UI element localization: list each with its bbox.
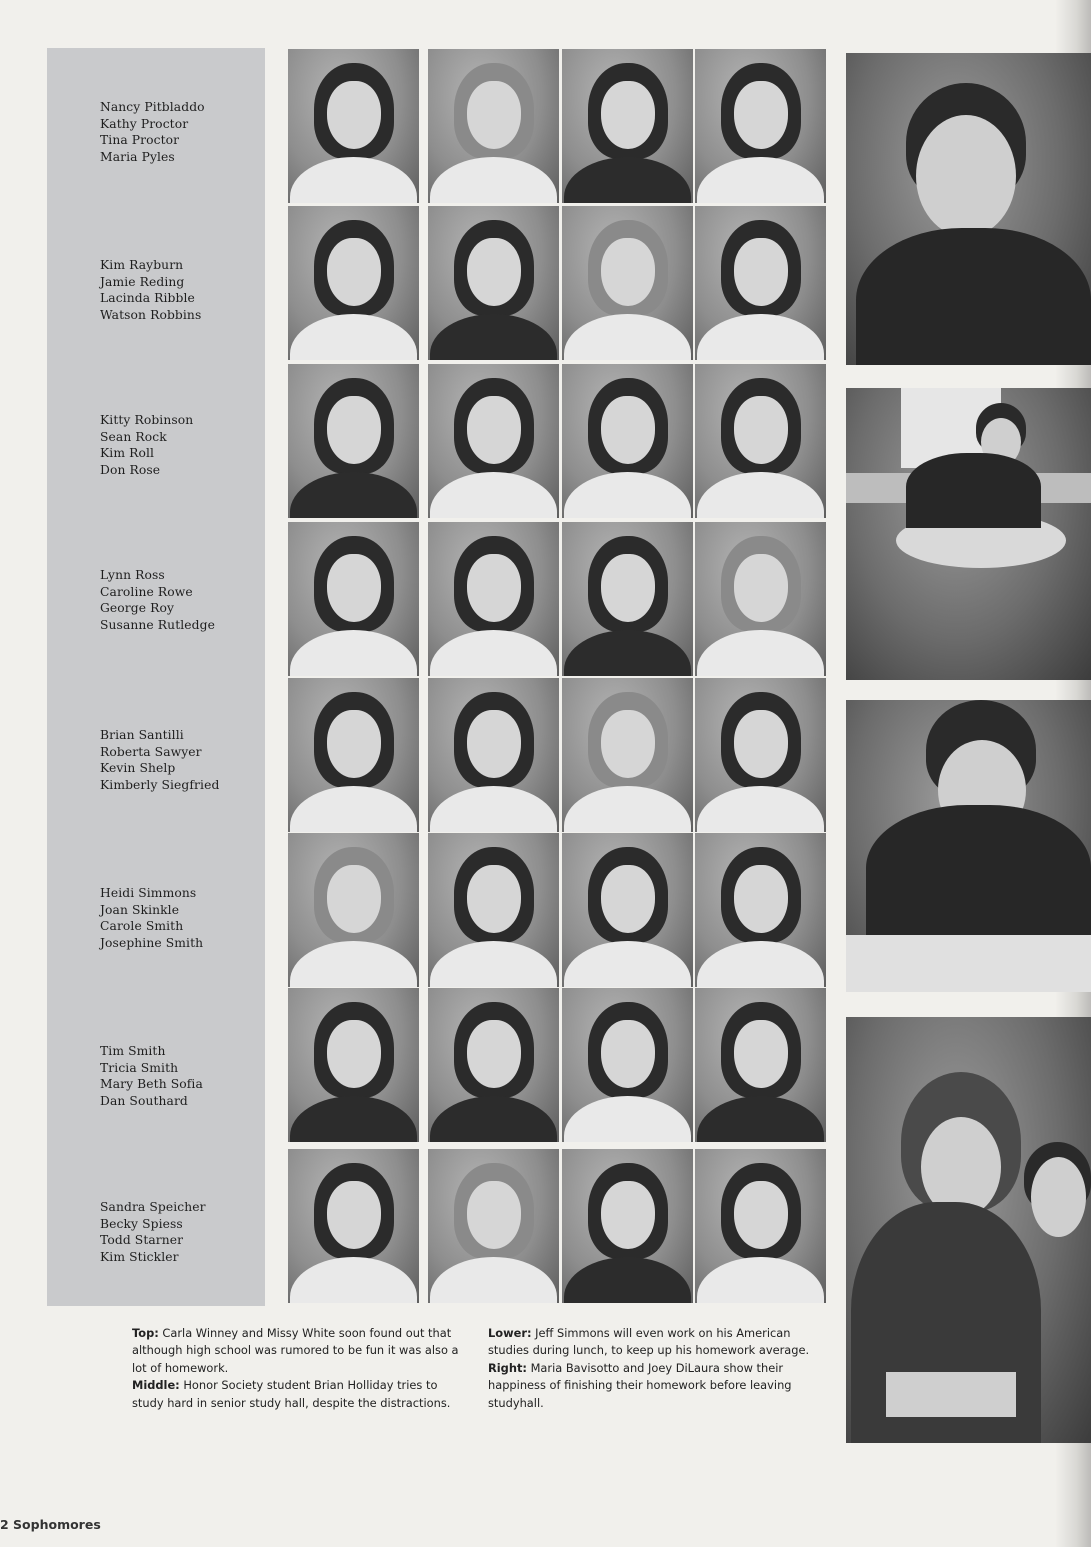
caption-right-photo (488, 1360, 824, 1412)
student-portrait (695, 522, 826, 676)
caption-text: Maria Bavisotto and Joey DiLaura show their happiness of finishing their homework before leaving studyhall. (488, 1360, 792, 1410)
student-name: Sandra Speicher (100, 1200, 206, 1214)
student-portrait (695, 1149, 826, 1303)
candid-photo-lower (846, 700, 1091, 992)
name-group-4 (100, 567, 260, 634)
name-group-7 (100, 1043, 260, 1110)
student-portrait (562, 49, 693, 203)
student-portrait (562, 833, 693, 987)
student-portrait (562, 364, 693, 518)
caption-middle (132, 1377, 466, 1412)
student-name: Heidi Simmons (100, 886, 197, 900)
student-portrait (695, 833, 826, 987)
name-group-5 (100, 727, 260, 794)
student-name: Kim Stickler (100, 1250, 179, 1265)
student-portrait (288, 833, 419, 987)
student-name: Lacinda Ribble (100, 291, 195, 306)
student-name: Dan Southard (100, 1094, 188, 1109)
student-name: Watson Robbins (100, 308, 202, 323)
student-portrait (428, 678, 559, 832)
name-group-2 (100, 257, 260, 324)
student-name: Sean Rock (100, 429, 167, 444)
page-folio: 2 Sophomores (0, 1517, 101, 1532)
caption-top (132, 1325, 466, 1377)
student-portrait (695, 678, 826, 832)
student-name: Jamie Reding (100, 274, 185, 289)
student-portrait (428, 49, 559, 203)
student-portrait (428, 364, 559, 518)
student-name: Don Rose (100, 463, 161, 478)
student-name: Kathy Proctor (100, 116, 189, 131)
student-portrait (428, 833, 559, 987)
candid-photo-right (846, 1017, 1091, 1443)
name-group-3 (100, 412, 260, 479)
student-portrait (695, 364, 826, 518)
student-name: Kim Rayburn (100, 258, 184, 272)
caption-label: Top: (132, 1326, 159, 1340)
student-portrait (428, 988, 559, 1142)
name-group-1 (100, 99, 260, 166)
student-portrait (288, 678, 419, 832)
student-portrait (288, 364, 419, 518)
student-portrait (562, 988, 693, 1142)
student-name: Mary Beth Sofia (100, 1077, 203, 1092)
caption-text: Carla Winney and Missy White soon found out that although high school was rumored to be fun it was also a lot of homework. (132, 1326, 459, 1375)
student-name: Tim Smith (100, 1044, 166, 1058)
student-portrait (428, 206, 559, 360)
student-name: Becky Spiess (100, 1216, 183, 1231)
student-name: Tina Proctor (100, 133, 180, 148)
student-name: Brian Santilli (100, 728, 184, 742)
student-name: Carole Smith (100, 919, 184, 934)
student-portrait (288, 49, 419, 203)
caption-text: Honor Society student Brian Holliday tries to study hard in senior study hall, despite the distractions. (132, 1378, 451, 1410)
student-portrait (428, 1149, 559, 1303)
name-panel (47, 48, 265, 1306)
student-name: Kevin Shelp (100, 761, 176, 776)
student-portrait (288, 988, 419, 1142)
student-portrait (428, 522, 559, 676)
student-name: Nancy Pitbladdo (100, 100, 205, 114)
student-name: Kim Roll (100, 446, 155, 461)
student-portrait (562, 206, 693, 360)
caption-text: Jeff Simmons will even work on his American studies during lunch, to keep up his homework average. (488, 1326, 810, 1358)
student-portrait (562, 522, 693, 676)
caption-label: Middle: (132, 1378, 180, 1393)
caption-right (488, 1325, 824, 1412)
student-portrait (562, 678, 693, 832)
name-group-6 (100, 885, 260, 952)
candid-photo-middle (846, 388, 1091, 680)
student-name: Todd Starner (100, 1233, 184, 1248)
name-group-8 (100, 1199, 260, 1266)
caption-label: Lower: (488, 1326, 532, 1340)
student-portrait (562, 1149, 693, 1303)
student-name: Caroline Rowe (100, 584, 193, 599)
student-portrait (695, 206, 826, 360)
student-name: Joan Skinkle (100, 902, 180, 917)
student-name: Tricia Smith (100, 1060, 179, 1075)
student-name: Maria Pyles (100, 150, 175, 165)
student-portrait (695, 49, 826, 203)
student-portrait (695, 988, 826, 1142)
student-portrait (288, 206, 419, 360)
student-name: Susanne Rutledge (100, 618, 215, 633)
student-name: Josephine Smith (100, 936, 204, 951)
caption-left (132, 1325, 466, 1412)
student-portrait (288, 522, 419, 676)
student-name: Kitty Robinson (100, 413, 194, 427)
student-portrait (288, 1149, 419, 1303)
candid-photo-top (846, 53, 1091, 365)
student-name: Roberta Sawyer (100, 744, 202, 759)
caption-lower (488, 1325, 824, 1360)
student-name: Lynn Ross (100, 568, 165, 582)
caption-label: Right: (488, 1360, 527, 1375)
student-name: George Roy (100, 601, 175, 616)
student-name: Kimberly Siegfried (100, 778, 220, 793)
